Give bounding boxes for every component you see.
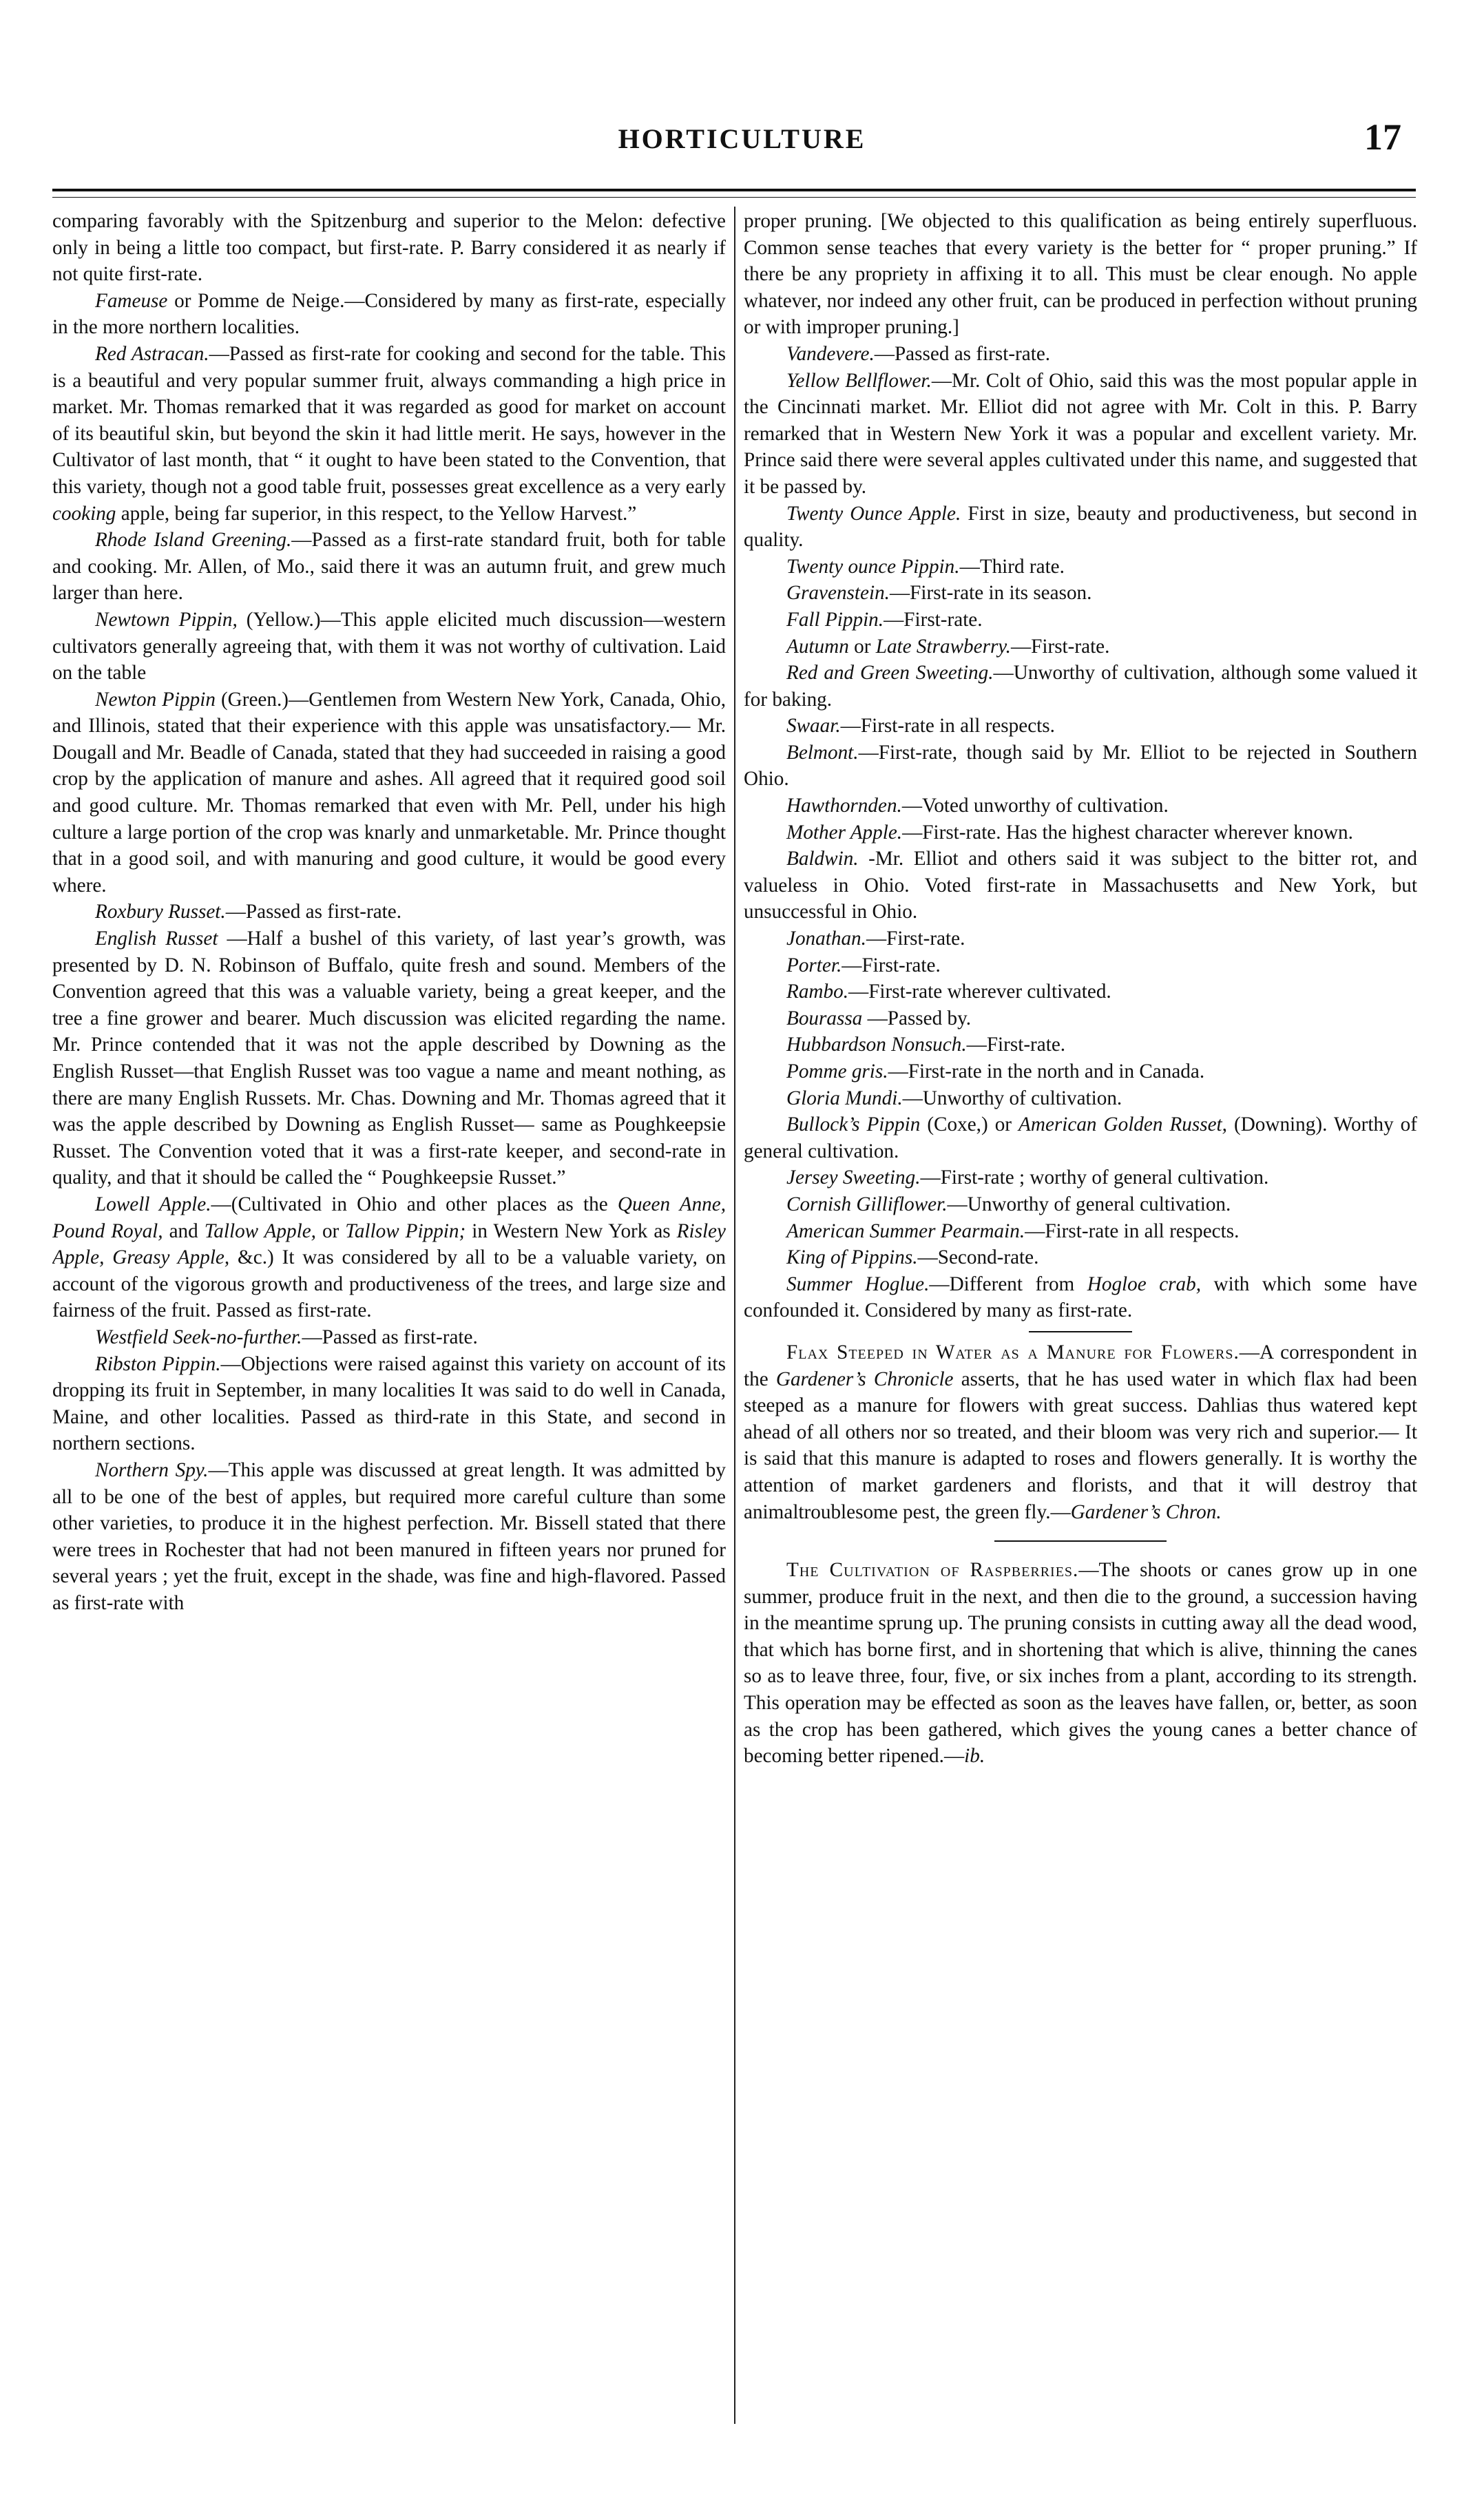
section-divider — [1029, 1331, 1132, 1332]
header-rule-thin — [52, 197, 1416, 198]
entry-text: &c.) It was considered by all to be a valuable variety, on account of the vigorous growth and productiveness of the trees, and large size and fairness of the fruit. Passed as first-rate. — [52, 1246, 726, 1322]
section-divider — [994, 1540, 1167, 1542]
entry-ribston-pippin — [52, 1351, 726, 1457]
variety-name: Red Astracan. — [95, 342, 209, 365]
synonym: Tallow Apple, — [204, 1220, 316, 1242]
variety-name: Northern Spy. — [95, 1458, 209, 1481]
entry-vandevere — [744, 341, 1417, 368]
variety-name: Fameuse — [95, 289, 168, 312]
variety-name: Cornish Gilliflower. — [786, 1193, 948, 1215]
entry-text: —Unworthy of cultivation, although some valued it for baking. — [744, 662, 1417, 711]
entry-mother-apple — [744, 819, 1417, 846]
entry-text: —(Cultivated in Ohio and other places as the — [211, 1193, 618, 1215]
variety-name: Jonathan. — [786, 928, 866, 950]
entry-english-russet — [52, 925, 726, 1191]
entry-text: —Second-rate. — [917, 1246, 1039, 1269]
entry-text: (Downing). Worthy of general cultivation. — [744, 1113, 1417, 1162]
variety-name: Twenty Ounce Apple. — [786, 502, 961, 525]
entry-text: in Western New York as — [466, 1220, 677, 1242]
emphasis: cooking — [52, 502, 116, 525]
variety-name: American Summer Pearmain. — [786, 1220, 1025, 1242]
variety-name: Lowell Apple. — [95, 1193, 211, 1215]
entry-newton-pippin-green — [52, 687, 726, 899]
entry-text: —First-rate. — [1010, 635, 1110, 658]
right-column — [744, 208, 1417, 2467]
variety-name: Summer Hoglue. — [786, 1273, 930, 1295]
variety-name: English Russet — [95, 928, 218, 950]
entry-bullocks-pippin — [744, 1111, 1417, 1164]
entry-text: —First-rate. — [966, 1034, 1066, 1056]
variety-name: Newtown Pippin, — [95, 608, 238, 631]
entry-fameuse — [52, 288, 726, 341]
entry-pomme-gris — [744, 1058, 1417, 1085]
entry-baldwin — [744, 846, 1417, 925]
variety-name: Yellow Bellflower. — [786, 369, 932, 392]
paragraph — [52, 208, 726, 288]
source-credit: ib. — [964, 1745, 985, 1768]
variety-name: Red and Green Sweeting. — [786, 662, 994, 684]
entry-king-of-pippins — [744, 1244, 1417, 1271]
variety-name: Ribston Pippin. — [95, 1352, 221, 1375]
synonym: Queen Anne, Pound Royal, — [52, 1193, 726, 1242]
synonym: American Golden Russet, — [1018, 1113, 1227, 1136]
entry-text: and — [163, 1220, 205, 1242]
variety-name: Belmont. — [786, 741, 859, 764]
variety-name: Swaar. — [786, 715, 841, 737]
entry-text: (Yellow.)—This apple elicited much discussion—western cultivators generally agreeing that, with them it was not worthy of cultivation. Laid on the table — [52, 608, 726, 684]
column-divider — [734, 207, 735, 2424]
entry-text: First in size, beauty and productiveness, but second in quality. — [744, 502, 1417, 552]
variety-name: Bullock’s Pippin — [786, 1113, 921, 1136]
entry-jersey-sweeting — [744, 1164, 1417, 1191]
entry-text: —Half a bushel of this variety, of last year’s growth, was presented by D. N. Robinson of Buffalo, quite fresh and sound. Members of the Convention agreed that this was a valuable variety, being a great keeper, and the tree a fine grower and bearer. Much discussion was elicited regarding the name. Mr. Prince contended that it was not the apple described by Downing as the English Russet—that English Russet was too vague a name and meant nothing, as there are many English Russets. Mr. Chas. Downing and Mr. Thomas agreed that it was the apple described by Downing as English Russet— same as Poughkeepsie Russet. The Convention voted that it was a first-rate keeper, and second-rate in quality, and that it should be called the “ Poughkeepsie Russet.” — [52, 928, 726, 1189]
variety-name: Rhode Island Greening. — [95, 529, 292, 552]
variety-name: Westfield Seek-no-further. — [95, 1326, 302, 1348]
entry-text: or — [315, 1220, 346, 1242]
entry-hawthornden — [744, 793, 1417, 819]
entry-text: (Green.)—Gentlemen from Western New York, Canada, Ohio, and Illinois, stated that their experience with this apple was unsatisfactory.— Mr. Dougall and Mr. Beadle of Canada, stated that they had succeeded in raising a good crop by the application of manure and ashes. All agreed that it required good soil and good culture. Mr. Thomas remarked that even with Mr. Pell, under his high culture a large portion of the crop was knarly and unmarketable. Mr. Prince thought that in a good soil, and with manuring and good culture, it would be good every where. — [52, 688, 726, 897]
entry-text: —This apple was discussed at great length. It was admitted by all to be one of the best of apples, but required more careful culture than some other varieties, to produce it in the highest perfection. Mr. Bissell stated that there were trees in Rochester that had not been manured in fifteen years nor pruned for several years ; yet the fruit, except in the shade, was fine and high-flavored. Passed as first-rate with — [52, 1458, 726, 1614]
entry-text: with which some have confounded it. Considered by many as first-rate. — [744, 1273, 1417, 1322]
entry-text: —Passed as a first-rate standard fruit, both for table and cooking. Mr. Allen, of Mo., said there it was an autumn fruit, and grew much larger than here. — [52, 529, 726, 605]
source-title: Gardener’s Chronicle — [775, 1368, 954, 1390]
entry-text: or — [848, 635, 876, 658]
entry-text: —First-rate. — [884, 608, 983, 631]
entry-text: or Pomme de Neige.—Considered by many as first-rate, especially in the more northern localities. — [52, 289, 726, 339]
entry-westfield-seek-no-further — [52, 1324, 726, 1351]
entry-jonathan — [744, 925, 1417, 952]
article-text: —The shoots or canes grow up in one summer, produce fruit in the next, and then die to the ground, a succession having in the meantime sprung up. The pruning consists in cutting away all the dead wood, that which has borne first, and in shortening that which is alive, thinning the canes so as to leave three, four, five, or six inches from a plant, according to its strength. This operation may be effected as soon as the leaves have fallen, or, better, as soon as the crop has been gathered, which gives the young canes a better chance of becoming better ripened.— — [744, 1559, 1417, 1768]
variety-name: Porter. — [786, 954, 842, 976]
entry-text: apple, being far superior, in this respect, to the Yellow Harvest.” — [116, 502, 637, 525]
entry-text: —First-rate in its season. — [889, 582, 1092, 605]
source-credit: Gardener’s Chron. — [1070, 1500, 1222, 1523]
entry-text: (Coxe,) or — [920, 1113, 1019, 1136]
entry-belmont — [744, 740, 1417, 793]
entry-porter — [744, 952, 1417, 979]
article-text: —A correspondent in the — [744, 1341, 1417, 1390]
entry-fall-pippin — [744, 607, 1417, 634]
entry-text: —First-rate. Has the highest character wherever known. — [902, 821, 1353, 844]
entry-hubbardson-nonsuch — [744, 1032, 1417, 1058]
variety-name: Pomme gris. — [786, 1060, 888, 1082]
entry-text: —Passed as first-rate for cooking and second for the table. This is a beautiful and very popular summer fruit, always commanding a high price in market. Mr. Thomas remarked that it was regarded as good for market on account of its beautiful skin, but beyond the skin it had little merit. He says, however in the Cultivator of last month, that “ it ought to have been stated to the Convention, that this variety, though not a good table fruit, possesses great excellence as a very early — [52, 342, 726, 498]
variety-name: Mother Apple. — [786, 821, 903, 844]
variety-name: Roxbury Russet. — [95, 901, 226, 923]
paragraph-text: proper pruning. [We objected to this qualification as being entirely superfluous. Common sense teaches that every variety is the better for “ proper pruning.” If there be any propriety in affixing it to all. This must be clear enough. No apple whatever, nor indeed any other fruit, can be produced in perfection without pruning or with improper pruning.] — [744, 210, 1417, 339]
entry-text: —Objections were raised against this variety on account of its dropping its fruit in September, in many localities It was said to do well in Canada, Maine, and other localities. Passed as third-rate in this State, and second in northern sections. — [52, 1352, 726, 1455]
variety-name: Fall Pippin. — [786, 608, 884, 631]
entry-twenty-ounce-pippin — [744, 554, 1417, 580]
article-text: asserts, that he has used water in which flax had been steeped as a manure for flowers with great success. Dahlias thus watered kept ahead of all others nor so treated, and their bloom was very rich and superior.— It is said that this manure is adapted to roses and flowers generally. It is worthy the attention of market gardeners and florists, and that it will destroy that animaltroublesome pest, the green fly.— — [744, 1368, 1417, 1523]
paragraph-text: comparing favorably with the Spitzenburg and superior to the Melon: defective only in being a little too compact, but first-rate. P. Barry considered it as nearly if not quite first-rate. — [52, 210, 726, 286]
entry-summer-hoglue — [744, 1271, 1417, 1324]
entry-text: —First-rate in all respects. — [1025, 1220, 1240, 1242]
running-title: HORTICULTURE — [618, 123, 866, 154]
entry-twenty-ounce-apple — [744, 501, 1417, 554]
entry-autumn-strawberry — [744, 634, 1417, 660]
entry-bourassa — [744, 1005, 1417, 1032]
entry-rhode-island-greening — [52, 527, 726, 607]
variety-name: Gravenstein. — [786, 582, 890, 605]
synonym: Hogloe crab, — [1087, 1273, 1201, 1295]
entry-lowell-apple — [52, 1191, 726, 1324]
entry-red-and-green-sweeting — [744, 660, 1417, 713]
article-flax-steeped — [744, 1339, 1417, 1525]
entry-swaar — [744, 713, 1417, 740]
variety-name: Hawthornden. — [786, 795, 902, 817]
left-column — [52, 208, 726, 2467]
entry-red-astracan — [52, 341, 726, 527]
variety-name: Vandevere. — [786, 342, 875, 365]
variety-name: Jersey Sweeting. — [786, 1166, 921, 1189]
variety-name: Autumn — [786, 635, 849, 658]
page-number: 17 — [1364, 116, 1401, 158]
article-heading: Flax Steeped in Water as a Manure for Flowers. — [786, 1341, 1240, 1363]
entry-text: —First-rate. — [866, 928, 965, 950]
entry-rambo — [744, 979, 1417, 1005]
variety-name: Hubbardson Nonsuch. — [786, 1034, 967, 1056]
entry-text: —Third rate. — [959, 555, 1065, 578]
entry-roxbury-russet — [52, 899, 726, 925]
entry-gloria-mundi — [744, 1085, 1417, 1112]
entry-yellow-bellflower — [744, 368, 1417, 501]
variety-name: Baldwin. — [786, 848, 859, 870]
article-raspberries — [744, 1557, 1417, 1770]
entry-text: —Unworthy of cultivation. — [902, 1087, 1122, 1109]
variety-name: Gloria Mundi. — [786, 1087, 903, 1109]
variety-name: Rambo. — [786, 981, 848, 1003]
synonym: Tallow Pippin; — [345, 1220, 466, 1242]
entry-text: —Passed as first-rate. — [302, 1326, 478, 1348]
variety-name: Newton Pippin — [95, 688, 216, 711]
entry-text: -Mr. Elliot and others said it was subject to the bitter rot, and valueless in Ohio. Voted first-rate in Massachusetts and New York, but unsuccessful in Ohio. — [744, 848, 1417, 923]
entry-text: —First-rate, though said by Mr. Elliot to be rejected in Southern Ohio. — [744, 741, 1417, 791]
entry-text: —Passed as first-rate. — [874, 342, 1051, 365]
entry-northern-spy — [52, 1457, 726, 1617]
entry-text: —Unworthy of general cultivation. — [947, 1193, 1231, 1215]
variety-name: Bourassa — [786, 1007, 863, 1029]
entry-text: —First-rate in all respects. — [840, 715, 1055, 737]
entry-text: —First-rate wherever cultivated. — [848, 981, 1111, 1003]
entry-text: —Passed as first-rate. — [225, 901, 402, 923]
entry-cornish-gilliflower — [744, 1191, 1417, 1218]
entry-text: —Different from — [929, 1273, 1087, 1295]
entry-newtown-pippin-yellow — [52, 607, 726, 687]
entry-american-summer-pearmain — [744, 1218, 1417, 1245]
synonym: Risley Apple, Greasy Apple, — [52, 1220, 726, 1269]
entry-text: —First-rate. — [842, 954, 941, 976]
entry-text: —Voted unworthy of cultivation. — [901, 795, 1169, 817]
entry-text: —Passed by. — [862, 1007, 972, 1029]
entry-gravenstein — [744, 580, 1417, 607]
variety-name: Twenty ounce Pippin. — [786, 555, 960, 578]
variety-name: Late Strawberry. — [875, 635, 1011, 658]
entry-text: —Mr. Colt of Ohio, said this was the most popular apple in the Cincinnati market. Mr. Elliot did not agree with Mr. Colt in this. P. Barry remarked that in Western New York it was a popular and excellent variety. Mr. Prince said there were several apples cultivated under this name, and suggested that it be passed by. — [744, 369, 1417, 498]
entry-text: —First-rate ; worthy of general cultivation. — [920, 1166, 1269, 1189]
header-rule-thick — [52, 189, 1416, 191]
variety-name: King of Pippins. — [786, 1246, 918, 1269]
entry-text: —First-rate in the north and in Canada. — [888, 1060, 1205, 1082]
article-heading: The Cultivation of Raspberries. — [786, 1559, 1079, 1582]
paragraph — [744, 208, 1417, 341]
